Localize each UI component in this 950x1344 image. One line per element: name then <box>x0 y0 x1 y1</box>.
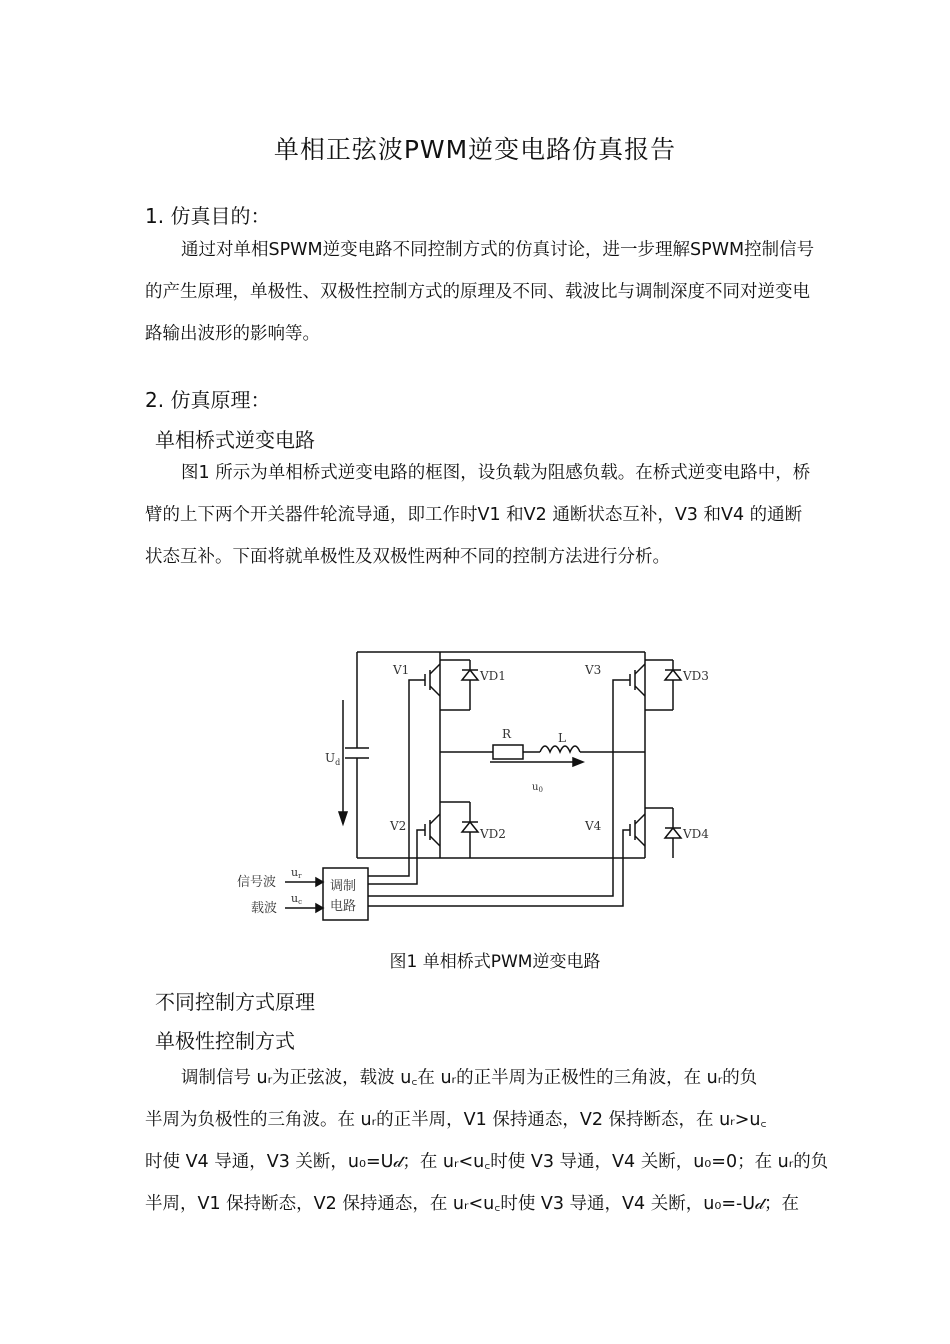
label-u0-sub: 0 <box>538 786 543 794</box>
page-title: 单相正弦波PWM逆变电路仿真报告 <box>273 135 677 164</box>
label-vd2: VD2 <box>480 827 506 841</box>
label-mod-line2: 电路 <box>330 899 357 914</box>
label-uc-sub: c <box>298 898 303 906</box>
subheading-unipolar: 单极性控制方式 <box>155 1029 295 1053</box>
label-mod-line1: 调制 <box>330 879 357 894</box>
label-ur <box>291 866 302 880</box>
label-ur-sub: r <box>298 872 302 880</box>
paragraph-purpose-text: 通过对单相SPWM逆变电路不同控制方式的仿真讨论，进一步理解SPWM控制信号的产生原理，单极性、双极性控制方式的原理及不同、载波比与调制深度不同对逆变电路输出波形的影响等。 <box>145 240 815 344</box>
paragraph-bridge-text: 图1 所示为单相桥式逆变电路的框图，设负载为阻感负载。在桥式逆变电路中，桥臂的上下两个开关器件轮流导通，即工作时V1 和V2 通断状态互补，V3 和V4 的通断状态互补。下面将就单极性及双极性两种不同的控制方法进行分析。 <box>145 463 811 567</box>
label-v2: V2 <box>390 819 407 833</box>
label-ud <box>325 751 340 767</box>
label-l: L <box>558 731 566 745</box>
label-u0 <box>532 782 543 794</box>
subheading-control-principles: 不同控制方式原理 <box>155 990 315 1014</box>
label-ur-main: u <box>291 866 299 879</box>
label-u0-main: u <box>532 782 539 793</box>
label-signal-wave: 信号波 <box>237 875 277 890</box>
figure-caption: 图1 单相桥式PWM逆变电路 <box>389 952 601 972</box>
label-uc <box>291 892 302 906</box>
section-heading-purpose: 1. 仿真目的： <box>145 204 271 228</box>
label-vd1: VD1 <box>480 669 506 683</box>
paragraph-bridge <box>145 452 815 578</box>
label-v1: V1 <box>393 663 410 677</box>
section-heading-principle: 2. 仿真原理： <box>145 388 271 412</box>
label-ud-sub: d <box>335 758 341 767</box>
label-vd4: VD4 <box>683 827 709 841</box>
unipolar-line-4: 半周，V1 保持断态，V2 保持通态，在 uᵣ<u꜀时使 V3 导通，V4 关断，u₀=-U𝒹；在 <box>145 1194 799 1214</box>
paragraph-purpose <box>145 229 815 355</box>
unipolar-line-2: 半周为负极性的三角波。在 uᵣ的正半周，V1 保持通态，V2 保持断态，在 uᵣ>u꜀ <box>145 1110 767 1130</box>
bridge-circuit-diagram <box>225 640 725 930</box>
paragraph-unipolar <box>145 1057 845 1225</box>
label-r: R <box>502 727 512 741</box>
label-v3: V3 <box>585 663 602 677</box>
label-carrier-wave: 载波 <box>251 901 278 916</box>
label-vd3: VD3 <box>683 669 709 683</box>
unipolar-line-3: 时使 V4 导通，V3 关断，u₀=U𝒹；在 uᵣ<u꜀时使 V3 导通，V4 关断，u₀=0；在 uᵣ的负 <box>145 1152 829 1172</box>
label-uc-main: u <box>291 892 299 905</box>
unipolar-line-1: 调制信号 uᵣ为正弦波，载波 u꜀在 uᵣ的正半周为正极性的三角波，在 uᵣ的负 <box>181 1068 758 1088</box>
label-v4: V4 <box>585 819 602 833</box>
label-ud-main: U <box>325 751 336 765</box>
subheading-bridge: 单相桥式逆变电路 <box>155 428 315 452</box>
